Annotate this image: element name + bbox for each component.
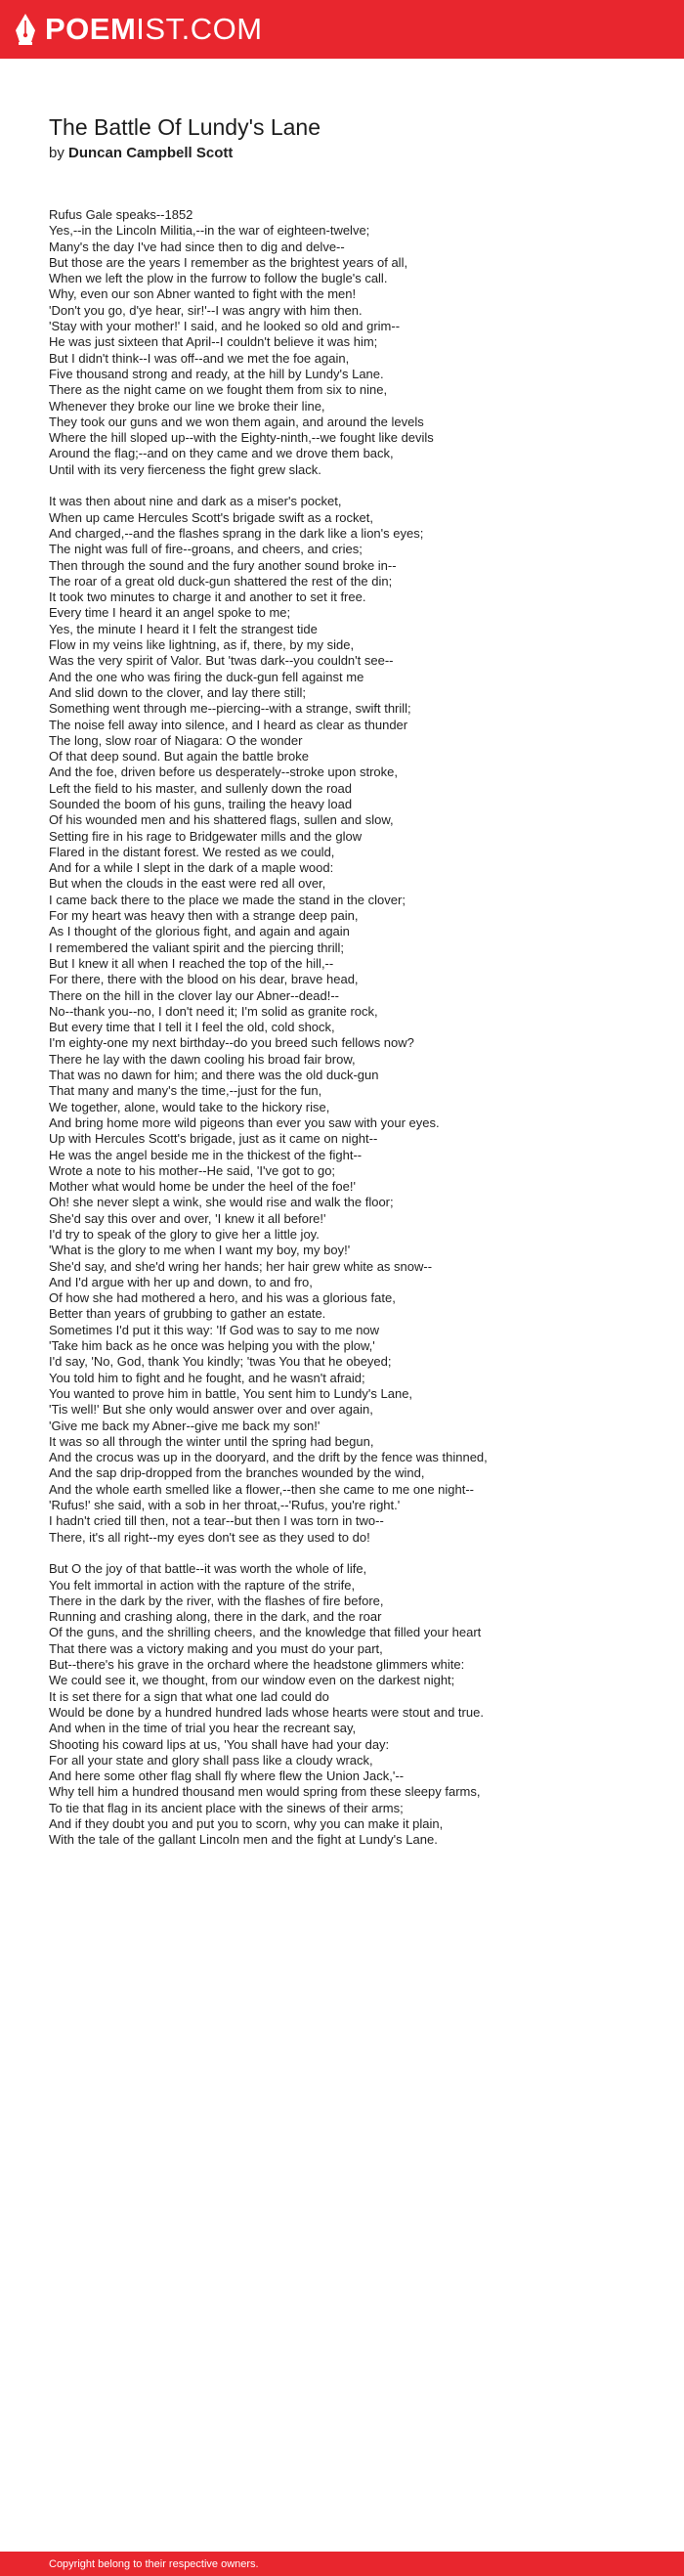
poem-line: Then through the sound and the fury another sound broke in-- <box>49 557 397 573</box>
site-header <box>0 0 684 59</box>
author-name[interactable]: Duncan Campbell Scott <box>68 145 234 161</box>
poem-line: And the crocus was up in the dooryard, and the drift by the fence was thinned, <box>49 1450 488 1465</box>
poem-line: Why, even our son Abner wanted to fight with the men! <box>49 286 357 302</box>
poem-line: But I didn't think--I was off--and we met the foe again, <box>49 350 350 366</box>
poem-line: And for a while I slept in the dark of a maple wood: <box>49 860 334 876</box>
poem-line: There he lay with the dawn cooling his broad fair brow, <box>49 1051 356 1067</box>
poem-line: You told him to fight and he fought, and he wasn't afraid; <box>49 1370 365 1385</box>
poem-line: Setting fire in his rage to Bridgewater mills and the glow <box>49 828 363 844</box>
copyright-notice: Copyright belong to their respective owners. <box>49 2558 259 2570</box>
poem-line: No--thank you--no, I don't need it; I'm solid as granite rock, <box>49 1003 378 1019</box>
poem-line: Oh! she never slept a wink, she would rise and walk the floor; <box>49 1195 394 1210</box>
poem-line: And if they doubt you and put you to scorn, why you can make it plain, <box>49 1815 444 1831</box>
poem-line: The night was full of fire--groans, and cheers, and cries; <box>49 542 363 557</box>
poem-line: I'd say, 'No, God, thank You kindly; 'twas You that he obeyed; <box>49 1354 392 1370</box>
poem-line: For my heart was heavy then with a strange deep pain, <box>49 908 359 924</box>
poem-line: Shooting his coward lips at us, 'You shall have had your day: <box>49 1736 390 1752</box>
poem-line: The noise fell away into silence, and I heard as clear as thunder <box>49 717 408 732</box>
poem-line: Of the guns, and the shrilling cheers, and the knowledge that filled your heart <box>49 1625 482 1640</box>
poem-line: You wanted to prove him in battle, You sent him to Lundy's Lane, <box>49 1385 413 1401</box>
poem-line: That was no dawn for him; and there was the old duck-gun <box>49 1068 379 1083</box>
poem-line: For all your state and glory shall pass like a cloudy wrack, <box>49 1752 373 1768</box>
poem-line: Running and crashing along, there in the dark, and the roar <box>49 1609 382 1625</box>
poem-line: It was so all through the winter until the spring had begun, <box>49 1433 374 1449</box>
poem-line: And slid down to the clover, and lay there still; <box>49 684 307 700</box>
poem-line: And charged,--and the flashes sprang in the dark like a lion's eyes; <box>49 525 424 541</box>
poem-line: I remembered the valiant spirit and the piercing thrill; <box>49 939 345 955</box>
poem-line: Where the hill sloped up--with the Eighty-ninth,--we fought like devils <box>49 430 434 446</box>
poem-line: We could see it, we thought, from our window even on the darkest night; <box>49 1673 455 1688</box>
poem-line: You felt immortal in action with the rapture of the strife, <box>49 1577 356 1593</box>
poem-line: I'm eighty-one my next birthday--do you breed such fellows now? <box>49 1035 414 1051</box>
poem-line: There, it's all right--my eyes don't see as they used to do! <box>49 1529 370 1545</box>
poem-line: Sounded the boom of his guns, trailing the heavy load <box>49 796 353 811</box>
site-footer <box>0 2552 684 2576</box>
poem-line: And I'd argue with her up and down, to and fro, <box>49 1274 313 1289</box>
poem-line: They took our guns and we won them again, and around the levels <box>49 414 424 429</box>
poem-line: When up came Hercules Scott's brigade swift as a rocket, <box>49 509 373 525</box>
poem-stanza <box>49 1561 635 1848</box>
poem-line: Was the very spirit of Valor. But 'twas dark--you couldn't see-- <box>49 653 394 669</box>
poem-line: Up with Hercules Scott's brigade, just as it came on night-- <box>49 1131 378 1147</box>
poem-line: 'Tis well!' But she only would answer over and over again, <box>49 1402 373 1418</box>
poem-line: Every time I heard it an angel spoke to me; <box>49 605 291 621</box>
poem-stanza <box>49 207 635 478</box>
poem-line: And when in the time of trial you hear the recreant say, <box>49 1721 357 1736</box>
logo-name-bold: POEM <box>45 12 137 46</box>
poem-line: 'Don't you go, d'ye hear, sir!'--I was angry with him then. <box>49 302 363 318</box>
poem-line: He was the angel beside me in the thickest of the fight-- <box>49 1147 363 1162</box>
poem-line: Mother what would home be under the heel of the foe!' <box>49 1179 356 1195</box>
poem-line: Of his wounded men and his shattered flags, sullen and slow, <box>49 812 394 828</box>
byline-prefix: by <box>49 145 64 161</box>
poem-line: To tie that flag in its ancient place with the sinews of their arms; <box>49 1800 404 1815</box>
poem-line: And the sap drip-dropped from the branches wounded by the wind, <box>49 1465 425 1481</box>
poem-line: She'd say this over and over, 'I knew it all before!' <box>49 1210 326 1226</box>
poem-line: Until with its very fierceness the fight grew slack. <box>49 461 321 477</box>
poem-line: Of that deep sound. But again the battle broke <box>49 749 309 764</box>
poem-line: Rufus Gale speaks--1852 <box>49 207 193 222</box>
poem-line: But I knew it all when I reached the top of the hill,-- <box>49 955 334 971</box>
poem-line: With the tale of the gallant Lincoln men and the fight at Lundy's Lane. <box>49 1832 438 1848</box>
poem-line: And the whole earth smelled like a flower,--then she came to me one night-- <box>49 1481 475 1497</box>
poem-line: That many and many's the time,--just for the fun, <box>49 1083 322 1099</box>
site-logo[interactable] <box>14 10 263 49</box>
poem-line: He was just sixteen that April--I couldn't believe it was him; <box>49 334 378 350</box>
poem-line: Whenever they broke our line we broke their line, <box>49 398 325 414</box>
logo-name-light: IST.COM <box>136 12 263 46</box>
poem-line: Better than years of grubbing to gather an estate. <box>49 1306 326 1322</box>
poem-line: I came back there to the place we made the stand in the clover; <box>49 892 406 907</box>
poem-line: Yes,--in the Lincoln Militia,--in the war of eighteen-twelve; <box>49 223 370 239</box>
poem-line: Left the field to his master, and sullenly down the road <box>49 780 353 796</box>
poem-line: Many's the day I've had since then to dig and delve-- <box>49 239 345 254</box>
poem-line: She'd say, and she'd wring her hands; her hair grew white as snow-- <box>49 1258 433 1274</box>
poem-line: 'Rufus!' she said, with a sob in her throat,--'Rufus, you're right.' <box>49 1498 401 1513</box>
poem-line: And bring home more wild pigeons than ever you saw with your eyes. <box>49 1114 440 1130</box>
poem-line: Flow in my veins like lightning, as if, there, by my side, <box>49 637 355 653</box>
poem-line: Wrote a note to his mother--He said, 'I've got to go; <box>49 1162 336 1178</box>
poem-line: We together, alone, would take to the hickory rise, <box>49 1099 330 1114</box>
poem-line: That there was a victory making and you must do your part, <box>49 1640 383 1656</box>
poem-line: Flared in the distant forest. We rested as we could, <box>49 844 335 859</box>
poem-line: I hadn't cried till then, not a tear--but then I was torn in two-- <box>49 1513 384 1529</box>
poem-line: As I thought of the glorious fight, and again and again <box>49 924 350 939</box>
poem-title: The Battle Of Lundy's Lane <box>49 114 321 140</box>
poem-line: When we left the plow in the furrow to follow the bugle's call. <box>49 271 388 286</box>
byline <box>49 144 635 163</box>
poem-line: And the foe, driven before us desperately--stroke upon stroke, <box>49 764 398 780</box>
poem-stanza <box>49 494 635 1546</box>
poem-line: Five thousand strong and ready, at the hill by Lundy's Lane. <box>49 366 384 381</box>
poem-line: But--there's his grave in the orchard where the headstone glimmers white: <box>49 1657 465 1673</box>
poem-line: 'What is the glory to me when I want my boy, my boy!' <box>49 1243 351 1258</box>
poem-line: Something went through me--piercing--with a strange, swift thrill; <box>49 701 411 717</box>
poem-line: There in the dark by the river, with the flashes of fire before, <box>49 1593 384 1608</box>
poem-line: It was then about nine and dark as a miser's pocket, <box>49 494 342 509</box>
poem-line: But every time that I tell it I feel the old, cold shock, <box>49 1020 335 1035</box>
poem-line: For there, there with the blood on his dear, brave head, <box>49 972 359 987</box>
poem-line: The long, slow roar of Niagara: O the wonder <box>49 732 303 748</box>
poem-line: Around the flag;--and on they came and we drove them back, <box>49 446 394 461</box>
poem-line: Yes, the minute I heard it I felt the strangest tide <box>49 621 318 636</box>
poem-line: But those are the years I remember as the brightest years of all, <box>49 254 408 270</box>
poem-line: The roar of a great old duck-gun shattered the rest of the din; <box>49 573 393 589</box>
poem-line: 'Take him back as he once was helping you with the plow,' <box>49 1338 375 1354</box>
poem-line: It took two minutes to charge it and another to set it free. <box>49 589 366 605</box>
poem-line: It is set there for a sign that what one lad could do <box>49 1688 329 1704</box>
site-logo-text <box>45 10 263 49</box>
poem-line: Would be done by a hundred hundred lads whose hearts were stout and true. <box>49 1704 484 1720</box>
poem-line: 'Stay with your mother!' I said, and he looked so old and grim-- <box>49 319 401 334</box>
poem-line: There as the night came on we fought them from six to nine, <box>49 382 388 398</box>
pen-nib-icon <box>14 13 37 46</box>
poem-line: I'd try to speak of the glory to give her a little joy. <box>49 1227 320 1242</box>
poem-line: Sometimes I'd put it this way: 'If God was to say to me now <box>49 1322 380 1337</box>
poem-line: 'Give me back my Abner--give me back my son!' <box>49 1418 321 1433</box>
poem-line: There on the hill in the clover lay our Abner--dead!-- <box>49 987 339 1003</box>
poem-line: But O the joy of that battle--it was worth the whole of life, <box>49 1561 367 1577</box>
poem-line: Of how she had mothered a hero, and his was a glorious fate, <box>49 1290 396 1306</box>
poem-line: And here some other flag shall fly where flew the Union Jack,'-- <box>49 1768 405 1784</box>
poem-line: But when the clouds in the east were red all over, <box>49 876 326 892</box>
poem-container <box>49 112 635 1864</box>
poem-body <box>49 207 635 1849</box>
poem-line: Why tell him a hundred thousand men would spring from these sleepy farms, <box>49 1784 481 1800</box>
poem-line: And the one who was firing the duck-gun fell against me <box>49 669 364 684</box>
